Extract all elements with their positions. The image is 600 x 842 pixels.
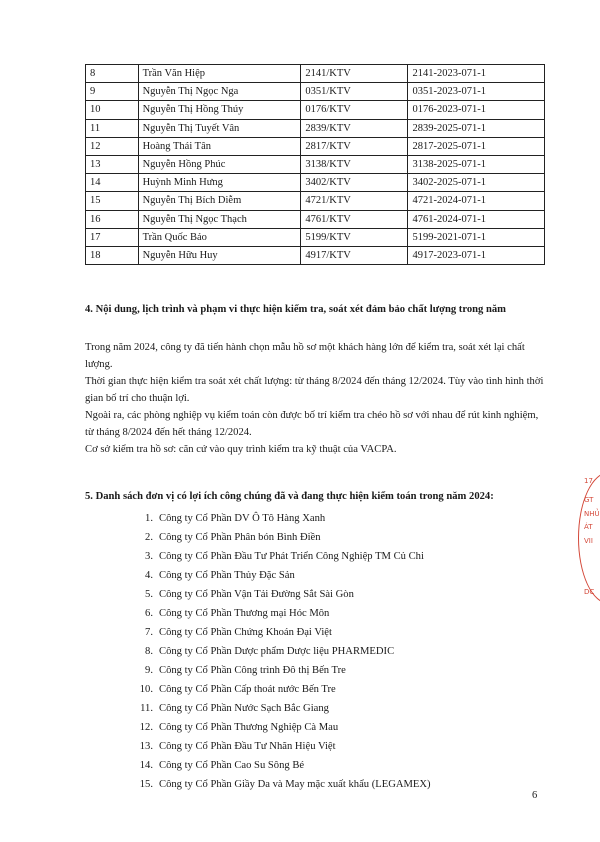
list-item-name: Công ty Cổ Phần Phân bón Bình Điền: [159, 532, 321, 543]
list-item-name: Công ty Cổ Phần Thương mại Hóc Môn: [159, 608, 330, 619]
table-row: [86, 174, 545, 192]
list-item: [118, 642, 431, 661]
list-item: [118, 623, 431, 642]
row-number-cell: 18: [86, 246, 139, 264]
registration-number-cell: 0176/KTV: [301, 101, 408, 119]
auditor-name-cell: Nguyễn Thị Ngọc Nga: [138, 83, 301, 101]
auditor-name-cell: Nguyễn Hồng Phúc: [138, 155, 301, 173]
table-row: [86, 83, 545, 101]
registration-number-cell: 4721/KTV: [301, 192, 408, 210]
list-item-name: Công ty Cổ Phần Đầu Tư Phát Triển Công Nghiệp TM Củ Chi: [159, 551, 424, 562]
list-item-number: 5.: [145, 589, 153, 600]
row-number-cell: 16: [86, 210, 139, 228]
list-item: [118, 509, 431, 528]
certificate-number-cell: 4761-2024-071-1: [408, 210, 545, 228]
row-number-cell: 11: [86, 119, 139, 137]
certificate-number-cell: 5199-2021-071-1: [408, 228, 545, 246]
auditors-table: [85, 64, 545, 265]
list-item-number: 3.: [145, 551, 153, 562]
registration-number-cell: 5199/KTV: [301, 228, 408, 246]
certificate-number-cell: 0351-2023-071-1: [408, 83, 545, 101]
list-item: [118, 547, 431, 566]
table-row: [86, 155, 545, 173]
list-item: [118, 756, 431, 775]
seal-text-line: VII: [584, 537, 593, 545]
section-4-paragraph-4: Cơ sở kiểm tra hồ sơ: căn cứ vào quy trình kiểm tra kỹ thuật của VACPA.: [85, 444, 397, 455]
list-item-number: 6.: [145, 608, 153, 619]
list-item: [118, 699, 431, 718]
seal-text-line: ÁT: [584, 523, 593, 531]
section-4-body: [85, 339, 547, 458]
list-item: [118, 528, 431, 547]
list-item-name: Công ty Cổ Phần Chứng Khoán Đại Việt: [159, 627, 332, 638]
auditor-name-cell: Trần Quốc Bảo: [138, 228, 301, 246]
list-item-name: Công ty Cổ Phần Đầu Tư Nhãn Hiệu Việt: [159, 741, 336, 752]
list-item: [118, 775, 431, 794]
list-item: [118, 661, 431, 680]
list-item-number: 7.: [145, 627, 153, 638]
list-item-name: Công ty Cổ Phần Dược phẩm Dược liệu PHARMEDIC: [159, 646, 395, 657]
list-item-number: 12.: [139, 722, 153, 733]
seal-text-line: NHỦ: [584, 510, 600, 518]
registration-number-cell: 4917/KTV: [301, 246, 408, 264]
certificate-number-cell: 2141-2023-071-1: [408, 65, 545, 83]
certificate-number-cell: 0176-2023-071-1: [408, 101, 545, 119]
auditor-name-cell: Nguyễn Thị Hồng Thúy: [138, 101, 301, 119]
list-item-number: 4.: [145, 570, 153, 581]
list-item: [118, 604, 431, 623]
list-item-name: Công ty Cổ Phần Thủy Đặc Sản: [159, 570, 295, 581]
list-item-name: Công ty Cổ Phần Cao Su Sông Bé: [159, 760, 305, 771]
section-5-title: 5. Danh sách đơn vị có lợi ích công chúng đã và đang thực hiện kiểm toán trong năm 2024:: [85, 491, 494, 502]
list-item-name: Công ty Cổ Phần Cấp thoát nước Bến Tre: [159, 684, 336, 695]
registration-number-cell: 3402/KTV: [301, 174, 408, 192]
list-item: [118, 680, 431, 699]
seal-text-line: DC: [584, 588, 595, 596]
table-row: [86, 246, 545, 264]
auditor-name-cell: Huỳnh Minh Hưng: [138, 174, 301, 192]
table-row: [86, 192, 545, 210]
page-number: 6: [532, 790, 538, 801]
section-4-title: 4. Nội dung, lịch trình và phạm vi thực hiện kiểm tra, soát xét đảm bảo chất lượng trong năm: [85, 304, 506, 315]
registration-number-cell: 2817/KTV: [301, 137, 408, 155]
row-number-cell: 17: [86, 228, 139, 246]
list-item: [118, 566, 431, 585]
table-row: [86, 101, 545, 119]
list-item: [118, 718, 431, 737]
registration-number-cell: 2839/KTV: [301, 119, 408, 137]
section-4-paragraph-2: Thời gian thực hiện kiểm tra soát xét chất lượng: từ tháng 8/2024 đến tháng 12/2024. Tùy vào tình hình thời gian bố trí cho thuận lợi.: [85, 376, 544, 404]
list-item-number: 9.: [145, 665, 153, 676]
table-row: [86, 137, 545, 155]
auditor-name-cell: Hoàng Thái Tân: [138, 137, 301, 155]
table-row: [86, 228, 545, 246]
seal-text-line: GT: [584, 496, 594, 504]
section-4-paragraph-1: Trong năm 2024, công ty đã tiến hành chọn mẫu hồ sơ một khách hàng lớn để kiểm tra, soát xét lại chất lượng.: [85, 342, 525, 370]
row-number-cell: 8: [86, 65, 139, 83]
certificate-number-cell: 3402-2025-071-1: [408, 174, 545, 192]
certificate-number-cell: 4721-2024-071-1: [408, 192, 545, 210]
list-item-number: 13.: [139, 741, 153, 752]
table-row: [86, 65, 545, 83]
certificate-number-cell: 4917-2023-071-1: [408, 246, 545, 264]
certificate-number-cell: 2817-2025-071-1: [408, 137, 545, 155]
row-number-cell: 9: [86, 83, 139, 101]
auditor-name-cell: Nguyễn Hữu Huy: [138, 246, 301, 264]
auditor-name-cell: Nguyễn Thị Ngọc Thạch: [138, 210, 301, 228]
registration-number-cell: 3138/KTV: [301, 155, 408, 173]
row-number-cell: 13: [86, 155, 139, 173]
table-row: [86, 210, 545, 228]
list-item-number: 10.: [139, 684, 153, 695]
list-item-number: 8.: [145, 646, 153, 657]
list-item-name: Công ty Cổ Phần Thương Nghiệp Cà Mau: [159, 722, 339, 733]
registration-number-cell: 0351/KTV: [301, 83, 408, 101]
list-item-number: 1.: [145, 513, 153, 524]
registration-number-cell: 4761/KTV: [301, 210, 408, 228]
list-item-number: 15.: [139, 779, 153, 790]
list-item-name: Công ty Cổ Phần Công trình Đô thị Bến Tre: [159, 665, 346, 676]
list-item-name: Công ty Cổ Phần Nước Sạch Bắc Giang: [159, 703, 329, 714]
list-item: [118, 585, 431, 604]
auditor-name-cell: Trần Văn Hiệp: [138, 65, 301, 83]
section-4-paragraph-3: Ngoài ra, các phòng nghiệp vụ kiểm toán còn được bố trí kiểm tra chéo hồ sơ với nhau để rút kinh nghiệm, từ tháng 8/2024 đến hết tháng 12/2024.: [85, 410, 539, 438]
certificate-number-cell: 3138-2025-071-1: [408, 155, 545, 173]
row-number-cell: 14: [86, 174, 139, 192]
registration-number-cell: 2141/KTV: [301, 65, 408, 83]
auditor-name-cell: Nguyễn Thị Bích Diễm: [138, 192, 301, 210]
list-item-name: Công ty Cổ Phần Giầy Da và May mặc xuất khẩu (LEGAMEX): [159, 779, 431, 790]
list-item-name: Công ty Cổ Phần Vận Tải Đường Sắt Sài Gòn: [159, 589, 354, 600]
public-interest-units-list: [118, 509, 431, 794]
list-item-number: 14.: [139, 760, 153, 771]
row-number-cell: 10: [86, 101, 139, 119]
list-item-number: 2.: [145, 532, 153, 543]
auditor-name-cell: Nguyễn Thị Tuyết Vân: [138, 119, 301, 137]
list-item-number: 11.: [140, 703, 153, 714]
table-row: [86, 119, 545, 137]
row-number-cell: 12: [86, 137, 139, 155]
row-number-cell: 15: [86, 192, 139, 210]
seal-text-line: 17: [584, 477, 593, 485]
list-item-name: Công ty Cổ Phần DV Ô Tô Hàng Xanh: [159, 513, 326, 524]
list-item: [118, 737, 431, 756]
certificate-number-cell: 2839-2025-071-1: [408, 119, 545, 137]
